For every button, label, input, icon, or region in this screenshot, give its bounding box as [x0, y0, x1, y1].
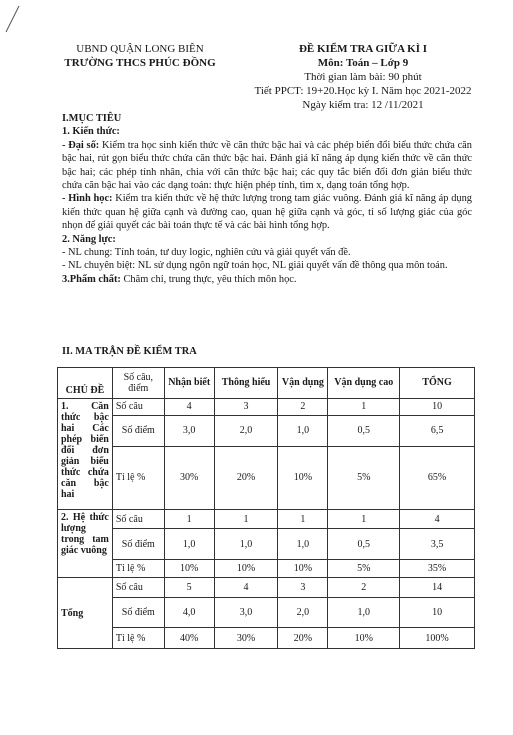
geometry-text: Kiểm tra kiến thức về hệ thức lượng trong tam giác vuông. Đánh giá kĩ năng áp dụng kiến thức quan hệ giữa cạnh và đường cao, quan hệ giữa cạnh và góc, tỉ số lượng giác của góc nhọn để giải quyết các bài toán thực tế và các bài hình tổng hợp.	[62, 193, 472, 232]
exam-matrix-table	[57, 367, 475, 649]
cell: 10%	[328, 628, 400, 649]
objectives-heading: I.MỤC TIÊU	[62, 113, 122, 124]
exam-header	[238, 42, 488, 112]
cell: 1,0	[214, 529, 278, 560]
table-row	[58, 509, 475, 528]
cell: 35%	[400, 560, 475, 578]
total-name: Tổng	[58, 578, 113, 649]
quality-paragraph	[62, 273, 472, 286]
algebra-paragraph	[62, 139, 472, 193]
algebra-text: Kiểm tra học sinh kiến thức về căn thức bậc hai và các phép biến đổi biểu thức chứa căn bậc hai, rút gọn biểu thức chứa căn thức bậc hai. Đánh giá kĩ năng áp dụng kiến thức về căn thức bậc hai; các phép tính nhân, chia với căn thức bậc hai; các quy tắc biến đổi đơn giản biểu thức chứa căn bậc hai vào các dạng toán: thực hiện phép tính, tìm x, dạng toán tổng hợp.	[62, 139, 472, 192]
table-row	[58, 578, 475, 597]
geometry-paragraph	[62, 192, 472, 232]
knowledge-heading: 1. Kiến thức:	[62, 126, 120, 138]
table-row	[58, 597, 475, 628]
cell: 20%	[278, 628, 328, 649]
competency-heading: 2. Năng lực:	[62, 233, 116, 245]
cell: 10%	[278, 446, 328, 509]
matrix-heading: II. MA TRẬN ĐỀ KIỂM TRA	[62, 346, 197, 357]
cell: 5	[164, 578, 214, 597]
cell: 1,0	[278, 529, 328, 560]
row-label: Số câu	[112, 578, 164, 597]
exam-title: ĐỀ KIỂM TRA GIỮA KÌ I	[298, 43, 428, 55]
row-label: Số điểm	[112, 529, 164, 560]
objectives-section	[62, 112, 472, 286]
row-label: Tỉ lệ %	[112, 446, 164, 509]
cell: 4	[400, 509, 475, 528]
cell: 2	[328, 578, 400, 597]
school-header	[55, 42, 225, 70]
cell: 10%	[278, 560, 328, 578]
table-header-row	[58, 368, 475, 399]
cell: 3,5	[400, 529, 475, 560]
table-row	[58, 628, 475, 649]
table-row	[58, 529, 475, 560]
row-label: Số điểm	[112, 597, 164, 628]
header-understanding: Thông hiểu	[214, 368, 278, 399]
cell: 3	[278, 578, 328, 597]
cell: 10	[400, 398, 475, 415]
cell: 1,0	[164, 529, 214, 560]
cell: 1	[328, 398, 400, 415]
table-row	[58, 416, 475, 447]
district-name: UBND QUẬN LONG BIÊN	[76, 43, 204, 55]
cell: 6,5	[400, 416, 475, 447]
row-label: Số câu	[112, 509, 164, 528]
cell: 14	[400, 578, 475, 597]
cell: 1,0	[328, 597, 400, 628]
row-label: Tỉ lệ %	[112, 628, 164, 649]
cell: 3	[214, 398, 278, 415]
specialized-competency: - NL chuyên biệt: NL sử dụng ngôn ngữ toán học, NL giải quyết vấn đề thông qua môn toán.	[62, 260, 448, 272]
cell: 4	[164, 398, 214, 415]
cell: 3,0	[164, 416, 214, 447]
cell: 2,0	[278, 597, 328, 628]
cell: 1,0	[278, 416, 328, 447]
cell: 1	[278, 509, 328, 528]
cell: 65%	[400, 446, 475, 509]
school-name: TRƯỜNG THCS PHÚC ĐỒNG	[64, 57, 216, 69]
header-count: Số câu, điểm	[112, 368, 164, 399]
header-application: Vận dụng	[278, 368, 328, 399]
cell: 10%	[164, 560, 214, 578]
header-high-application: Vận dụng cao	[328, 368, 400, 399]
corner-pen-mark	[2, 2, 22, 42]
geometry-label: - Hình học:	[62, 193, 113, 205]
general-competency: - NL chung: Tính toán, tư duy logic, nghiên cứu và giải quyết vấn đề.	[62, 247, 351, 259]
cell: 4	[214, 578, 278, 597]
cell: 3,0	[214, 597, 278, 628]
header-topic: CHỦ ĐỀ	[58, 368, 113, 399]
cell: 5%	[328, 560, 400, 578]
cell: 5%	[328, 446, 400, 509]
cell: 100%	[400, 628, 475, 649]
exam-periods: Tiết PPCT: 19+20.Học kỳ I. Năm học 2021-2022	[254, 85, 472, 97]
header-recognition: Nhận biết	[164, 368, 214, 399]
cell: 1	[164, 509, 214, 528]
topic1-name: 1. Căn thức bậc hai Các phép biến đổi đơn giản biểu thức chứa căn bậc hai	[58, 398, 113, 509]
quality-label: 3.Phẩm chất:	[62, 273, 121, 285]
cell: 1	[214, 509, 278, 528]
cell: 40%	[164, 628, 214, 649]
algebra-label: - Đại số:	[62, 139, 100, 151]
table-row	[58, 560, 475, 578]
cell: 0,5	[328, 416, 400, 447]
cell: 2,0	[214, 416, 278, 447]
row-label: Tỉ lệ %	[112, 560, 164, 578]
exam-date: Ngày kiểm tra: 12 /11/2021	[302, 99, 424, 111]
topic2-name: 2. Hệ thức lượng trong tam giác vuông	[58, 509, 113, 577]
header-total: TỔNG	[400, 368, 475, 399]
cell: 4,0	[164, 597, 214, 628]
row-label: Số câu	[112, 398, 164, 415]
cell: 2	[278, 398, 328, 415]
exam-subject: Môn: Toán – Lớp 9	[317, 57, 409, 69]
cell: 10%	[214, 560, 278, 578]
quality-text: Chăm chỉ, trung thực, yêu thích môn học.	[120, 273, 297, 285]
table-row	[58, 446, 475, 509]
row-label: Số điểm	[112, 416, 164, 447]
cell: 30%	[164, 446, 214, 509]
table-row	[58, 398, 475, 415]
cell: 0,5	[328, 529, 400, 560]
cell: 10	[400, 597, 475, 628]
cell: 1	[328, 509, 400, 528]
cell: 30%	[214, 628, 278, 649]
cell: 20%	[214, 446, 278, 509]
exam-duration: Thời gian làm bài: 90 phút	[304, 71, 422, 83]
